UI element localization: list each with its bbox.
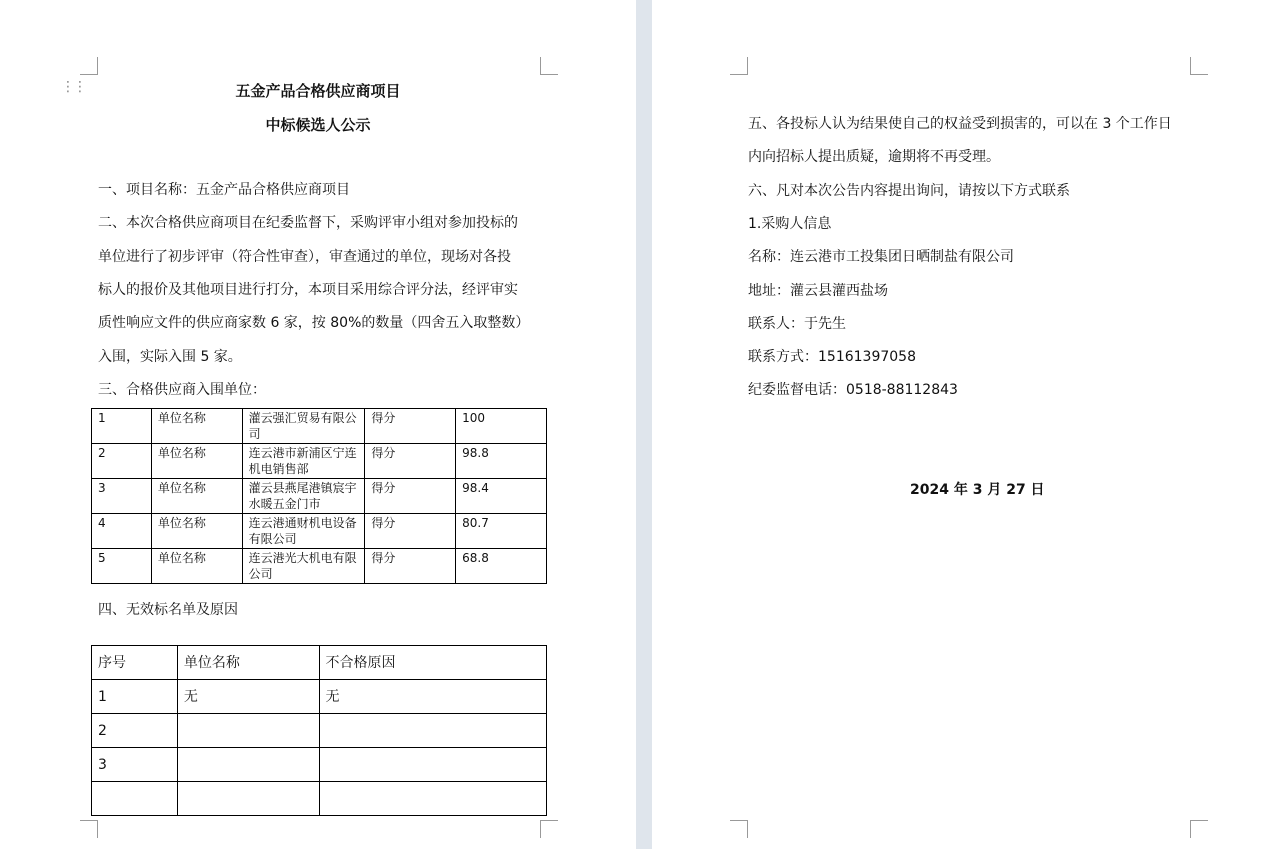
supplier-score: 98.8 xyxy=(456,444,547,479)
margin-corner-mark xyxy=(540,57,558,75)
document-page-1 xyxy=(0,0,636,849)
paragraph-line: 五、各投标人认为结果使自己的权益受到损害的，可以在 3 个工作日 xyxy=(748,116,1172,132)
table-cell xyxy=(177,714,319,748)
supplier-score: 100 xyxy=(456,409,547,444)
table-cell xyxy=(177,748,319,782)
paragraph-line: 地址：灌云县灌西盐场 xyxy=(748,282,888,299)
supplier-label: 单位名称 xyxy=(151,549,242,584)
table-cell: 无 xyxy=(177,680,319,714)
supplier-row xyxy=(92,514,547,549)
column-header: 单位名称 xyxy=(177,646,319,680)
supplier-name: 灌云强汇贸易有限公司 xyxy=(242,409,365,444)
invalid-table-row xyxy=(92,714,547,748)
supplier-name: 连云港光大机电有限公司 xyxy=(242,549,365,584)
paragraph-line: 联系人：于先生 xyxy=(748,315,846,332)
supplier-label: 单位名称 xyxy=(151,479,242,514)
paragraph-line: 1.采购人信息 xyxy=(748,215,832,232)
document-subtitle: 中标候选人公示 xyxy=(265,116,371,134)
supplier-score-label: 得分 xyxy=(365,514,456,549)
supplier-no: 4 xyxy=(92,514,152,549)
document-page-2 xyxy=(652,0,1288,849)
supplier-name: 连云港通财机电设备有限公司 xyxy=(242,514,365,549)
supplier-score: 98.4 xyxy=(456,479,547,514)
table-cell xyxy=(319,748,546,782)
margin-corner-mark xyxy=(730,820,748,838)
table-cell: 1 xyxy=(92,680,178,714)
table-cell: 无 xyxy=(319,680,546,714)
margin-corner-mark xyxy=(80,820,98,838)
paragraph-line: 质性响应文件的供应商家数 6 家，按 80%的数量（四舍五入取整数） xyxy=(98,315,530,332)
supplier-row xyxy=(92,444,547,479)
paragraph-line: 二、本次合格供应商项目在纪委监督下，采购评审小组对参加投标的 xyxy=(98,215,518,232)
table-cell xyxy=(92,782,178,816)
document-date: 2024 年 3 月 27 日 xyxy=(910,482,1045,498)
paragraph-line: 入围，实际入围 5 家。 xyxy=(98,348,242,365)
supplier-row xyxy=(92,549,547,584)
supplier-table xyxy=(91,408,547,584)
supplier-name: 灌云县燕尾港镇宸宇水暖五金门市 xyxy=(242,479,365,514)
invalid-table-row xyxy=(92,748,547,782)
table-cell: 3 xyxy=(92,748,178,782)
margin-corner-mark xyxy=(1190,57,1208,75)
table-cell xyxy=(177,782,319,816)
supplier-score-label: 得分 xyxy=(365,479,456,514)
paragraph-line: 内向招标人提出质疑，逾期将不再受理。 xyxy=(748,149,1000,166)
paragraph-line: 三、合格供应商入围单位： xyxy=(98,381,266,398)
paragraph-line: 联系方式：15161397058 xyxy=(748,349,916,366)
supplier-score: 68.8 xyxy=(456,549,547,584)
supplier-score-label: 得分 xyxy=(365,549,456,584)
paragraph-line: 纪委监督电话：0518-88112843 xyxy=(748,382,958,399)
invalid-table-row xyxy=(92,782,547,816)
margin-corner-mark xyxy=(540,820,558,838)
supplier-score: 80.7 xyxy=(456,514,547,549)
table-cell: 2 xyxy=(92,714,178,748)
invalid-bid-table xyxy=(91,645,547,816)
section-4-heading: 四、无效标名单及原因 xyxy=(98,602,238,618)
supplier-label: 单位名称 xyxy=(151,514,242,549)
supplier-name: 连云港市新浦区宁连机电销售部 xyxy=(242,444,365,479)
paragraph-line: 一、项目名称：五金产品合格供应商项目 xyxy=(98,182,350,198)
supplier-label: 单位名称 xyxy=(151,409,242,444)
table-cell xyxy=(319,782,546,816)
drag-handle-icon[interactable]: ⋮⋮ xyxy=(61,79,85,95)
supplier-score-label: 得分 xyxy=(365,409,456,444)
margin-corner-mark xyxy=(730,57,748,75)
column-header: 不合格原因 xyxy=(319,646,546,680)
margin-corner-mark xyxy=(1190,820,1208,838)
document-title: 五金产品合格供应商项目 xyxy=(235,82,401,100)
supplier-no: 2 xyxy=(92,444,152,479)
supplier-score-label: 得分 xyxy=(365,444,456,479)
supplier-no: 5 xyxy=(92,549,152,584)
paragraph-line: 六、凡对本次公告内容提出询问，请按以下方式联系 xyxy=(748,182,1070,199)
supplier-row xyxy=(92,479,547,514)
supplier-no: 1 xyxy=(92,409,152,444)
supplier-no: 3 xyxy=(92,479,152,514)
margin-corner-mark xyxy=(80,57,98,75)
paragraph-line: 单位进行了初步评审（符合性审查），审查通过的单位，现场对各投 xyxy=(98,248,511,265)
supplier-row xyxy=(92,409,547,444)
invalid-table-header xyxy=(92,646,547,680)
table-cell xyxy=(319,714,546,748)
paragraph-line: 名称：连云港市工投集团日晒制盐有限公司 xyxy=(748,249,1014,266)
supplier-label: 单位名称 xyxy=(151,444,242,479)
paragraph-line: 标人的报价及其他项目进行打分，本项目采用综合评分法，经评审实 xyxy=(98,281,518,298)
column-header: 序号 xyxy=(92,646,178,680)
invalid-table-row xyxy=(92,680,547,714)
